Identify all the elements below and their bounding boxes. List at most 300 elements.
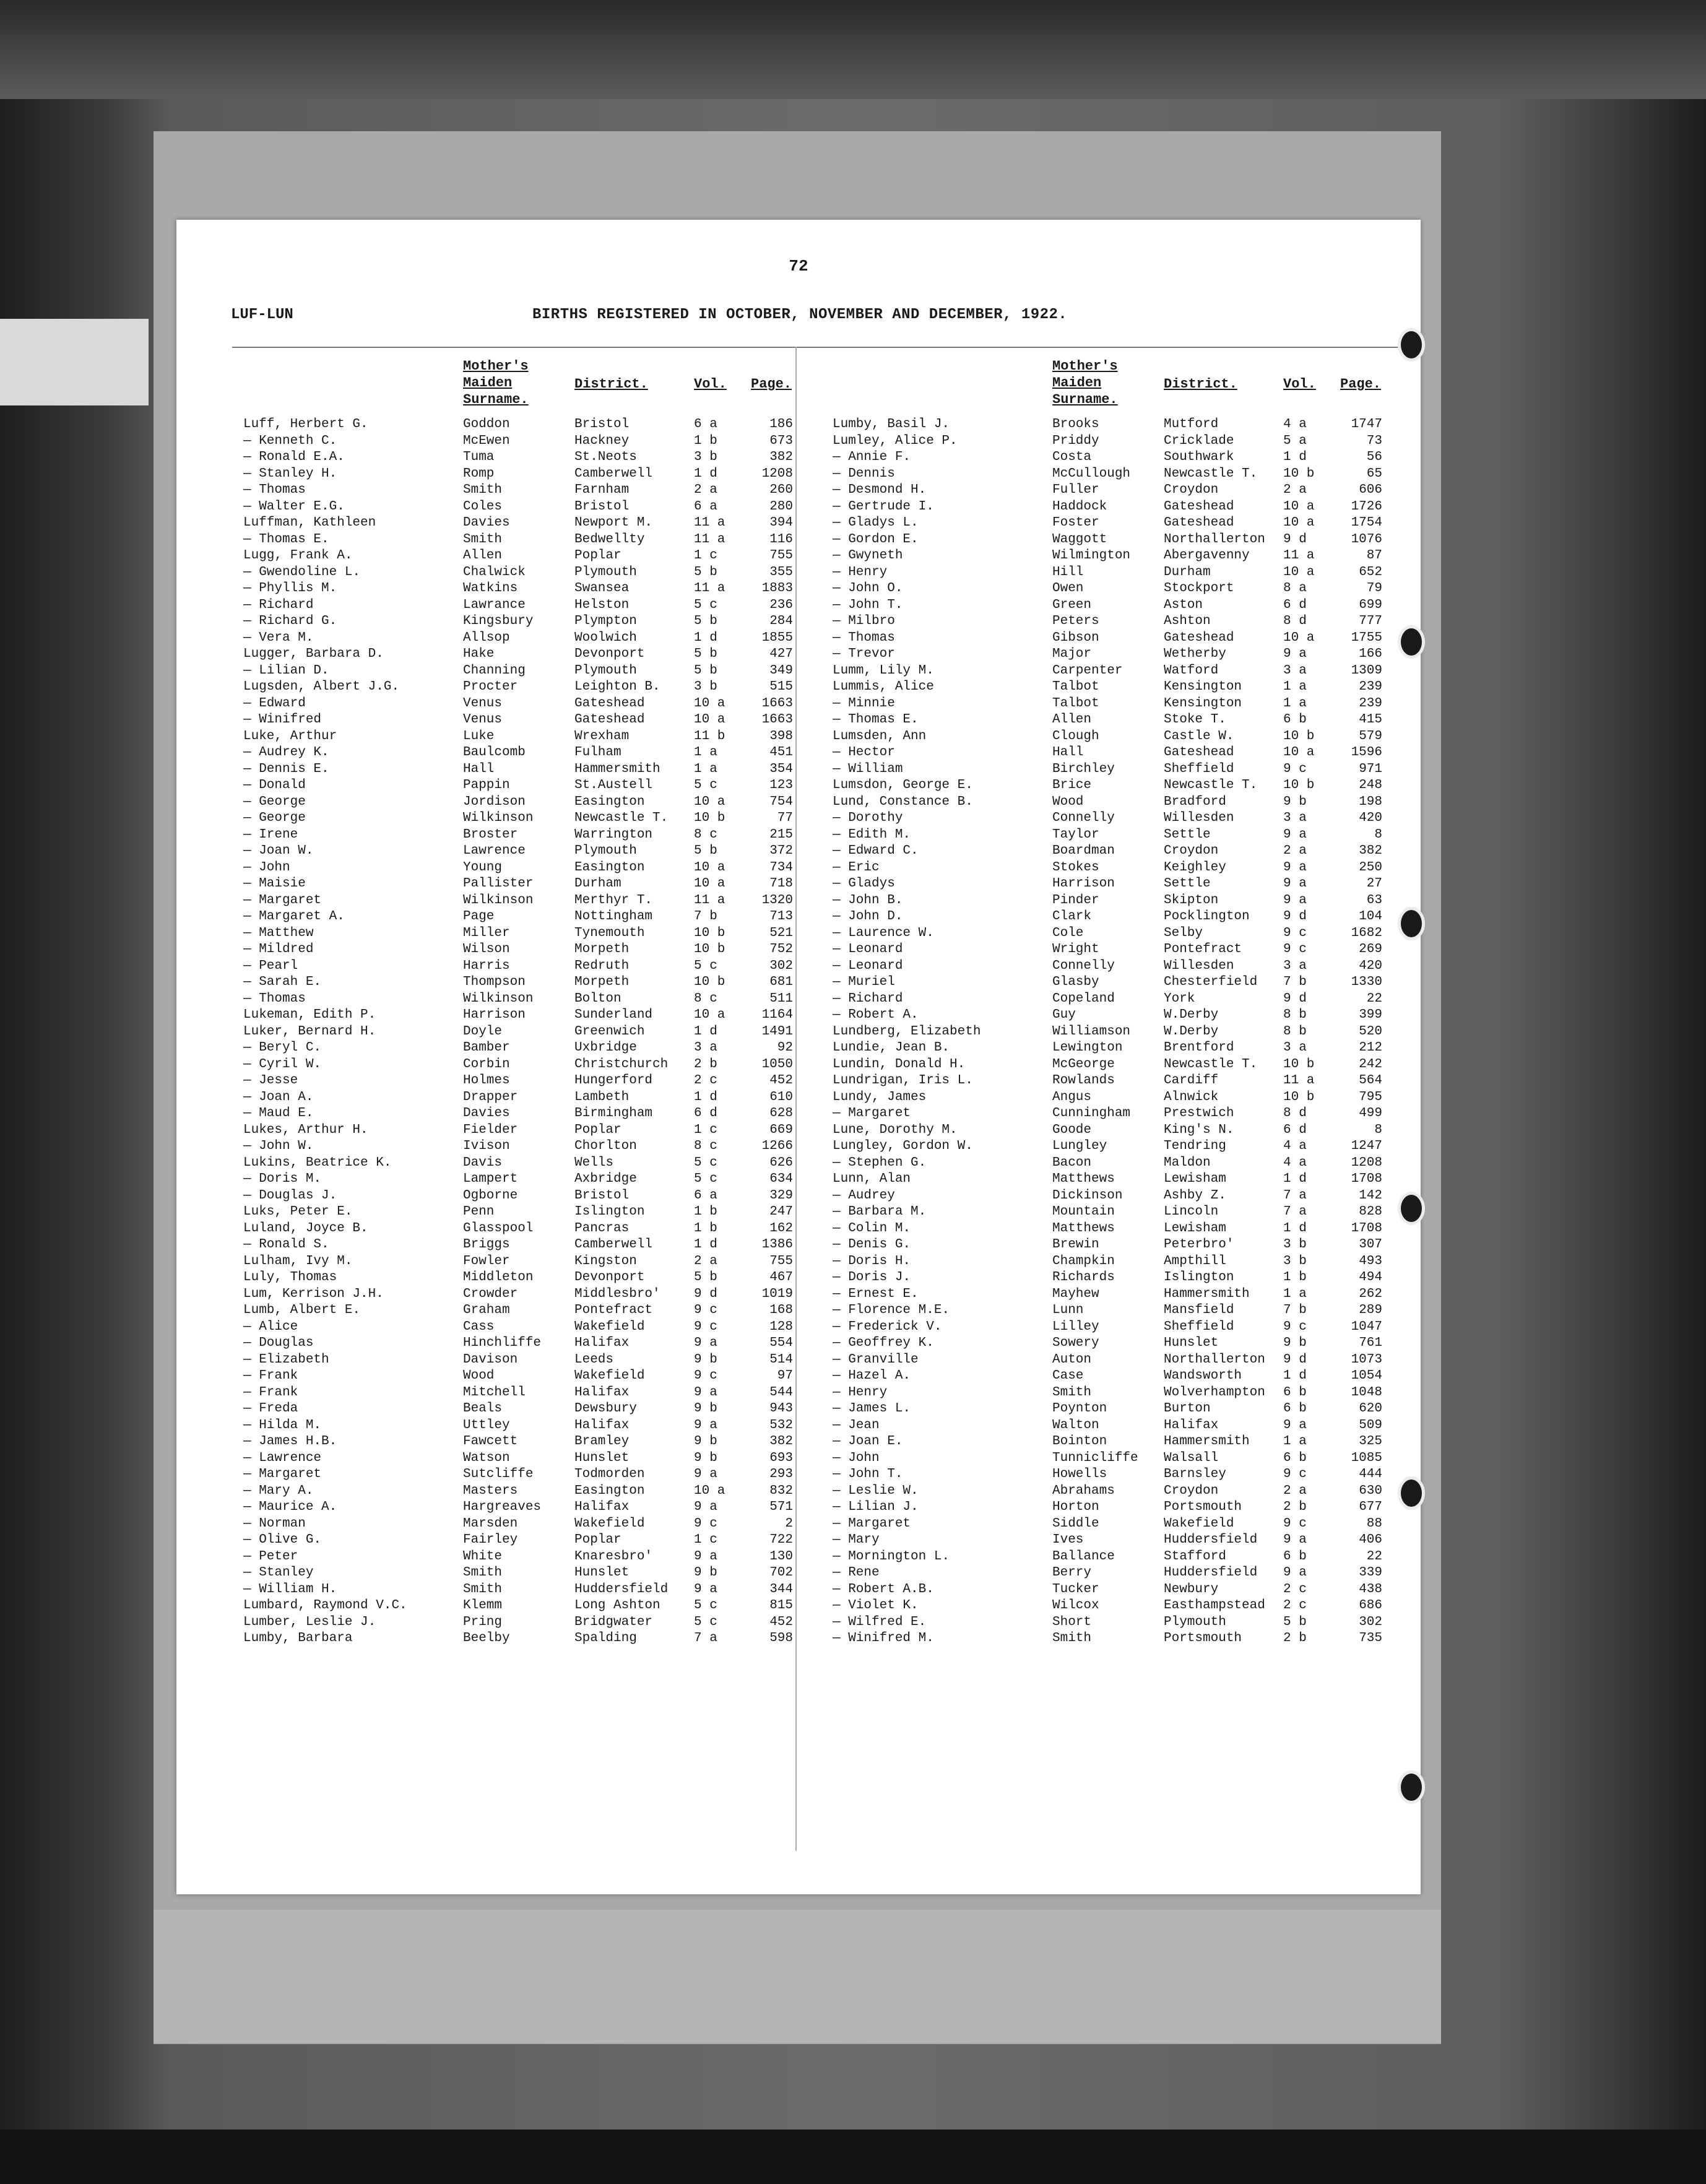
entry-district: Bridgwater: [574, 1614, 653, 1629]
entry-district: Easington: [574, 860, 645, 875]
entry-row: [243, 876, 800, 893]
entry-volume: 5 c: [694, 778, 717, 792]
entry-volume: 8 d: [1283, 1106, 1307, 1120]
entry-district: Leeds: [574, 1352, 614, 1367]
mother-maiden-surname: Stokes: [1052, 860, 1099, 875]
entry-page: 564: [1359, 1073, 1382, 1088]
entry-name: — Douglas: [243, 1336, 314, 1350]
entry-volume: 7 a: [1283, 1188, 1307, 1203]
entry-page: 554: [769, 1336, 793, 1350]
entry-page: 307: [1359, 1237, 1382, 1252]
entry-row: [833, 630, 1390, 647]
mother-maiden-surname: Talbot: [1052, 696, 1099, 711]
entry-row: [833, 1007, 1390, 1024]
entry-page: 626: [769, 1155, 793, 1170]
entry-page: 1047: [1351, 1319, 1382, 1334]
mother-maiden-surname: Tuma: [463, 450, 495, 464]
entry-page: 832: [769, 1483, 793, 1498]
entry-page: 713: [769, 909, 793, 924]
entry-row: [243, 1090, 800, 1106]
entry-volume: 1 c: [694, 548, 717, 563]
entry-page: 438: [1359, 1582, 1382, 1597]
entry-page: 22: [1366, 991, 1382, 1006]
mother-maiden-surname: Haddock: [1052, 499, 1107, 514]
entry-district: Walsall: [1164, 1450, 1219, 1465]
punch-hole: [1398, 1476, 1425, 1510]
entry-name: Lumsden, Ann: [833, 729, 927, 743]
entry-district: Dewsbury: [574, 1402, 637, 1416]
entry-row: [243, 843, 800, 860]
entry-name: — John W.: [243, 1139, 314, 1153]
entry-row: [833, 991, 1390, 1008]
entry-district: Wakefield: [574, 1516, 645, 1531]
entry-name: Lukins, Beatrice K.: [243, 1155, 392, 1170]
entry-row: [833, 1631, 1390, 1647]
entry-district: Bedwellty: [574, 532, 645, 547]
entry-volume: 6 d: [694, 1106, 717, 1120]
entry-district: Warrington: [574, 827, 653, 842]
entry-page: 544: [769, 1385, 793, 1400]
entry-volume: 9 a: [1283, 1533, 1307, 1547]
entry-district: Northallerton: [1164, 532, 1265, 547]
entry-volume: 8 d: [1283, 614, 1307, 628]
entry-page: 8: [1374, 1122, 1382, 1137]
mother-maiden-surname: Lungley: [1052, 1139, 1107, 1153]
entry-name: — Vera M.: [243, 630, 314, 645]
entry-volume: 10 b: [694, 975, 725, 989]
card-lower-band: [154, 1910, 1441, 2043]
mother-maiden-surname: Bamber: [463, 1041, 510, 1055]
entry-page: 87: [1366, 548, 1382, 563]
entry-page: 673: [769, 433, 793, 448]
entry-row: [833, 1352, 1390, 1369]
entry-row: [243, 974, 800, 991]
mother-maiden-surname: Sutcliffe: [463, 1467, 534, 1481]
entry-page: 752: [769, 942, 793, 956]
mother-maiden-surname: Fawcett: [463, 1434, 518, 1449]
entry-volume: 1 a: [1283, 680, 1307, 694]
mother-maiden-surname: Smith: [463, 1582, 503, 1597]
entry-page: 406: [1359, 1533, 1382, 1547]
entry-page: 92: [777, 1041, 793, 1055]
entry-page: 116: [769, 532, 793, 547]
entry-volume: 9 b: [694, 1352, 717, 1367]
mother-maiden-surname: Holmes: [463, 1073, 510, 1088]
entry-volume: 8 b: [1283, 1008, 1307, 1022]
entry-row: [243, 1582, 800, 1598]
entry-name: — Mary A.: [243, 1483, 314, 1498]
entry-page: 372: [769, 844, 793, 858]
mother-maiden-surname: Glasspool: [463, 1221, 534, 1236]
entry-row: [243, 729, 800, 745]
entry-row: [243, 1024, 800, 1041]
entry-volume: 3 a: [694, 1041, 717, 1055]
mother-maiden-surname: Klemm: [463, 1598, 503, 1613]
mother-maiden-surname: Young: [463, 860, 503, 875]
entry-name: Lumber, Leslie J.: [243, 1614, 376, 1629]
entry-page: 142: [1359, 1188, 1382, 1203]
mother-maiden-surname: Harrison: [1052, 877, 1115, 891]
entry-row: [243, 646, 800, 663]
mother-maiden-surname: Smith: [463, 532, 503, 547]
entry-row: [243, 663, 800, 680]
entry-name: — Frank: [243, 1385, 298, 1400]
entry-page: 77: [777, 811, 793, 825]
entry-volume: 6 d: [1283, 597, 1307, 612]
entry-page: 355: [769, 565, 793, 579]
entry-row: [833, 1434, 1390, 1450]
entry-row: [833, 1467, 1390, 1483]
entry-page: 681: [769, 975, 793, 989]
entry-name: — Leonard: [833, 942, 903, 956]
entry-row: [243, 745, 800, 761]
entry-volume: 1 b: [1283, 1270, 1307, 1285]
entry-name: — Leslie W.: [833, 1483, 919, 1498]
entry-row: [833, 1204, 1390, 1221]
entry-row: [243, 1007, 800, 1024]
mother-maiden-surname: Taylor: [1052, 827, 1099, 842]
entry-row: [833, 712, 1390, 729]
entry-volume: 9 d: [1283, 991, 1307, 1006]
entry-page: 239: [1359, 680, 1382, 694]
entry-page: 329: [769, 1188, 793, 1203]
entry-name: — Maud E.: [243, 1106, 314, 1120]
entry-row: [833, 1368, 1390, 1385]
entry-volume: 10 b: [694, 811, 725, 825]
entry-row: [833, 925, 1390, 942]
entry-row: [243, 1237, 800, 1254]
entry-page: 8: [1374, 827, 1382, 842]
entry-page: 236: [769, 597, 793, 612]
mother-maiden-surname: Doyle: [463, 1024, 503, 1039]
entry-district: Newcastle T.: [574, 811, 669, 825]
entry-district: Wakefield: [574, 1369, 645, 1383]
entry-row: [243, 1155, 800, 1172]
entry-volume: 5 c: [694, 1155, 717, 1170]
mother-maiden-surname: Hake: [463, 647, 495, 661]
entry-name: — John T.: [833, 597, 903, 612]
entry-name: — Gordon E.: [833, 532, 919, 547]
entry-volume: 9 a: [694, 1385, 717, 1400]
entry-district: Pontefract: [574, 1303, 653, 1317]
entry-page: 620: [1359, 1402, 1382, 1416]
entry-volume: 3 b: [1283, 1237, 1307, 1252]
entry-volume: 1 b: [694, 1205, 717, 1219]
entry-volume: 5 a: [1283, 433, 1307, 448]
entry-volume: 1 a: [1283, 1434, 1307, 1449]
mother-maiden-surname: Beals: [463, 1402, 503, 1416]
entry-volume: 9 a: [1283, 1418, 1307, 1432]
entry-row: [243, 696, 800, 713]
entry-district: King's N.: [1164, 1122, 1234, 1137]
mother-maiden-surname: Smith: [1052, 1385, 1092, 1400]
entry-page: 511: [769, 991, 793, 1006]
entry-name: — Muriel: [833, 975, 895, 989]
entry-name: Lundy, James: [833, 1090, 927, 1104]
mother-maiden-surname: Waggott: [1052, 532, 1107, 547]
mother-maiden-surname: Coles: [463, 499, 503, 514]
entry-name: — Mary: [833, 1533, 880, 1547]
entry-volume: 2 a: [694, 1254, 717, 1268]
entry-name: — Norman: [243, 1516, 306, 1531]
entry-volume: 2 c: [694, 1073, 717, 1088]
entry-row: [243, 958, 800, 975]
entry-row: [243, 515, 800, 532]
entry-name: — Douglas J.: [243, 1188, 337, 1203]
entry-district: Plymouth: [1164, 1614, 1226, 1629]
mother-maiden-surname: Jordison: [463, 794, 526, 809]
mother-maiden-surname: Davison: [463, 1352, 518, 1367]
entry-page: 382: [769, 1434, 793, 1449]
entry-name: — Gwyneth: [833, 548, 903, 563]
entry-district: Easington: [574, 1483, 645, 1498]
mother-maiden-surname: Chalwick: [463, 565, 526, 579]
entry-row: [243, 1483, 800, 1500]
entry-volume: 9 d: [1283, 532, 1307, 547]
entry-page: 73: [1366, 433, 1382, 448]
entry-row: [833, 466, 1390, 483]
entry-volume: 3 a: [1283, 811, 1307, 825]
entry-page: 284: [769, 614, 793, 628]
entry-district: Wolverhampton: [1164, 1385, 1265, 1400]
mother-maiden-surname: Wilmington: [1052, 548, 1131, 563]
entry-district: Middlesbro': [574, 1286, 660, 1301]
entry-page: 250: [1359, 860, 1382, 875]
entry-page: 104: [1359, 909, 1382, 924]
entry-volume: 9 a: [1283, 1566, 1307, 1580]
entry-district: Fulham: [574, 745, 621, 760]
entry-page: 571: [769, 1500, 793, 1514]
mother-maiden-surname: Hall: [463, 761, 495, 776]
entry-district: Hammersmith: [574, 761, 660, 776]
entry-page: 302: [1359, 1614, 1382, 1629]
entry-volume: 1 d: [694, 630, 717, 645]
entry-volume: 10 a: [1283, 499, 1315, 514]
entry-volume: 1 b: [694, 1221, 717, 1236]
entry-row: [833, 810, 1390, 827]
entry-page: 27: [1366, 877, 1382, 891]
entry-page: 88: [1366, 1516, 1382, 1531]
entry-volume: 9 c: [694, 1303, 717, 1317]
entry-page: 1050: [761, 1057, 793, 1072]
entry-row: [833, 532, 1390, 548]
mother-maiden-surname: Uttley: [463, 1418, 510, 1432]
entry-district: Lincoln: [1164, 1205, 1219, 1219]
entry-page: 1208: [1351, 1155, 1382, 1170]
mother-maiden-surname: Lawrence: [463, 844, 526, 858]
entry-page: 598: [769, 1631, 793, 1645]
entry-volume: 10 a: [694, 877, 725, 891]
entry-district: Alnwick: [1164, 1090, 1219, 1104]
entry-district: Plymouth: [574, 663, 637, 678]
entry-page: 722: [769, 1533, 793, 1547]
entry-name: — Barbara M.: [833, 1205, 927, 1219]
entry-row: [833, 876, 1390, 893]
entry-row: [833, 417, 1390, 433]
entry-district: Keighley: [1164, 860, 1226, 875]
entry-volume: 3 a: [1283, 958, 1307, 973]
entry-volume: 1 a: [1283, 1286, 1307, 1301]
entry-name: — Geoffrey K.: [833, 1336, 934, 1350]
entry-name: — Margaret: [243, 1467, 322, 1481]
entry-row: [243, 1188, 800, 1205]
entry-volume: 9 a: [1283, 647, 1307, 661]
entry-name: — Hector: [833, 745, 895, 760]
mother-maiden-surname: Procter: [463, 680, 518, 694]
entry-district: Kingston: [574, 1254, 637, 1268]
entry-name: — Walter E.G.: [243, 499, 345, 514]
entry-district: Halifax: [1164, 1418, 1219, 1432]
mother-maiden-surname: Mitchell: [463, 1385, 526, 1400]
entry-page: 1247: [1351, 1139, 1382, 1153]
mother-maiden-surname: Fuller: [1052, 483, 1099, 497]
entry-name: — Violet K.: [833, 1598, 919, 1613]
entry-district: Bolton: [574, 991, 621, 1006]
entry-district: Helston: [574, 597, 630, 612]
entry-district: York: [1164, 991, 1195, 1006]
entry-district: Tendring: [1164, 1139, 1226, 1153]
entry-row: [833, 597, 1390, 614]
mother-maiden-surname: McGeorge: [1052, 1057, 1115, 1072]
mother-maiden-surname: Matthews: [1052, 1221, 1115, 1236]
entry-page: 1596: [1351, 745, 1382, 760]
entry-district: Newcastle T.: [1164, 466, 1258, 481]
entry-district: Devonport: [574, 647, 645, 661]
mother-maiden-surname: Crowder: [463, 1286, 518, 1301]
entry-page: 399: [1359, 1008, 1382, 1022]
mother-maiden-surname: Beelby: [463, 1631, 510, 1645]
entry-district: Newcastle T.: [1164, 778, 1258, 792]
entry-volume: 2 a: [1283, 1483, 1307, 1498]
entry-row: [833, 433, 1390, 450]
entry-page: 162: [769, 1221, 793, 1236]
entry-volume: 5 c: [694, 597, 717, 612]
entry-volume: 9 d: [1283, 909, 1307, 924]
header-rule: [232, 347, 1408, 348]
entry-page: 718: [769, 877, 793, 891]
entry-district: Halifax: [574, 1418, 630, 1432]
entry-page: 212: [1359, 1041, 1382, 1055]
entry-page: 520: [1359, 1024, 1382, 1039]
entry-page: 1726: [1351, 499, 1382, 514]
entry-row: [243, 810, 800, 827]
entry-name: Luffman, Kathleen: [243, 516, 376, 530]
entry-district: Halifax: [574, 1500, 630, 1514]
mother-maiden-surname: Goddon: [463, 417, 510, 431]
entry-name: — Denis G.: [833, 1237, 911, 1252]
entry-volume: 5 c: [694, 958, 717, 973]
entry-page: 186: [769, 417, 793, 431]
entry-district: Ampthill: [1164, 1254, 1226, 1268]
entry-page: 130: [769, 1549, 793, 1564]
entry-district: Bristol: [574, 499, 630, 514]
mother-maiden-surname: Watkins: [463, 581, 518, 596]
entry-district: Chesterfield: [1164, 975, 1258, 989]
entry-volume: 9 a: [694, 1500, 717, 1514]
entry-page: 467: [769, 1270, 793, 1285]
punch-hole: [1398, 328, 1425, 362]
entry-volume: 7 a: [694, 1631, 717, 1645]
entry-name: — Doris H.: [833, 1254, 911, 1268]
entry-row: [833, 1565, 1390, 1582]
entry-row: [243, 630, 800, 647]
entry-name: — Thomas: [243, 991, 306, 1006]
entry-row: [833, 613, 1390, 630]
entry-volume: 10 a: [1283, 745, 1315, 760]
mother-maiden-header: Mother's Maiden Surname.: [1052, 358, 1118, 407]
entry-row: [243, 1122, 800, 1139]
entry-volume: 1 a: [694, 761, 717, 776]
entry-row: [243, 761, 800, 778]
entry-row: [243, 499, 800, 516]
entry-volume: 6 a: [694, 499, 717, 514]
mother-maiden-surname: Ives: [1052, 1533, 1084, 1547]
entry-name: — Maurice A.: [243, 1500, 337, 1514]
entry-district: Mansfield: [1164, 1303, 1234, 1317]
entry-page: 420: [1359, 811, 1382, 825]
entry-name: — Richard: [243, 597, 314, 612]
mother-maiden-surname: Howells: [1052, 1467, 1107, 1481]
entry-volume: 8 c: [694, 991, 717, 1006]
mother-maiden-surname: Clark: [1052, 909, 1092, 924]
entry-district: Wakefield: [1164, 1516, 1234, 1531]
vol-header: Vol.: [694, 376, 727, 392]
mother-maiden-surname: Davis: [463, 1155, 503, 1170]
mother-maiden-surname: Fairley: [463, 1533, 518, 1547]
entry-volume: 10 a: [1283, 516, 1315, 530]
mother-maiden-surname: Mountain: [1052, 1205, 1115, 1219]
mother-maiden-surname: Smith: [463, 1566, 503, 1580]
entry-volume: 5 c: [694, 1172, 717, 1186]
entry-volume: 9 c: [1283, 1516, 1307, 1531]
entry-page: 2: [785, 1516, 793, 1531]
entry-page: 579: [1359, 729, 1382, 743]
mother-maiden-surname: Lampert: [463, 1172, 518, 1186]
entry-row: [833, 761, 1390, 778]
entry-volume: 8 a: [1283, 581, 1307, 596]
entry-row: [243, 1352, 800, 1369]
entry-volume: 1 b: [694, 433, 717, 448]
entry-name: — Joan E.: [833, 1434, 903, 1449]
entry-page: 1491: [761, 1024, 793, 1039]
entry-row: [833, 663, 1390, 680]
entry-volume: 5 c: [694, 1598, 717, 1613]
entry-row: [243, 991, 800, 1008]
entry-volume: 8 c: [694, 827, 717, 842]
entry-page: 1755: [1351, 630, 1382, 645]
entry-row: [833, 1598, 1390, 1614]
entry-district: Wandsworth: [1164, 1369, 1242, 1383]
entry-row: [243, 794, 800, 811]
entry-row: [243, 613, 800, 630]
entry-district: Castle W.: [1164, 729, 1234, 743]
entry-district: Camberwell: [574, 1237, 653, 1252]
mother-maiden-surname: McCullough: [1052, 466, 1131, 481]
entry-row: [833, 1122, 1390, 1139]
mother-maiden-surname: Gibson: [1052, 630, 1099, 645]
entry-district: Leighton B.: [574, 680, 660, 694]
entry-row: [833, 548, 1390, 565]
entry-row: [833, 565, 1390, 581]
entry-page: 652: [1359, 565, 1382, 579]
entry-name: Lummis, Alice: [833, 680, 934, 694]
entry-page: 702: [769, 1566, 793, 1580]
entry-district: Croydon: [1164, 483, 1219, 497]
entry-row: [243, 925, 800, 942]
mother-maiden-surname: Tunnicliffe: [1052, 1450, 1138, 1465]
entry-page: 452: [769, 1614, 793, 1629]
entry-name: — Frank: [243, 1369, 298, 1383]
